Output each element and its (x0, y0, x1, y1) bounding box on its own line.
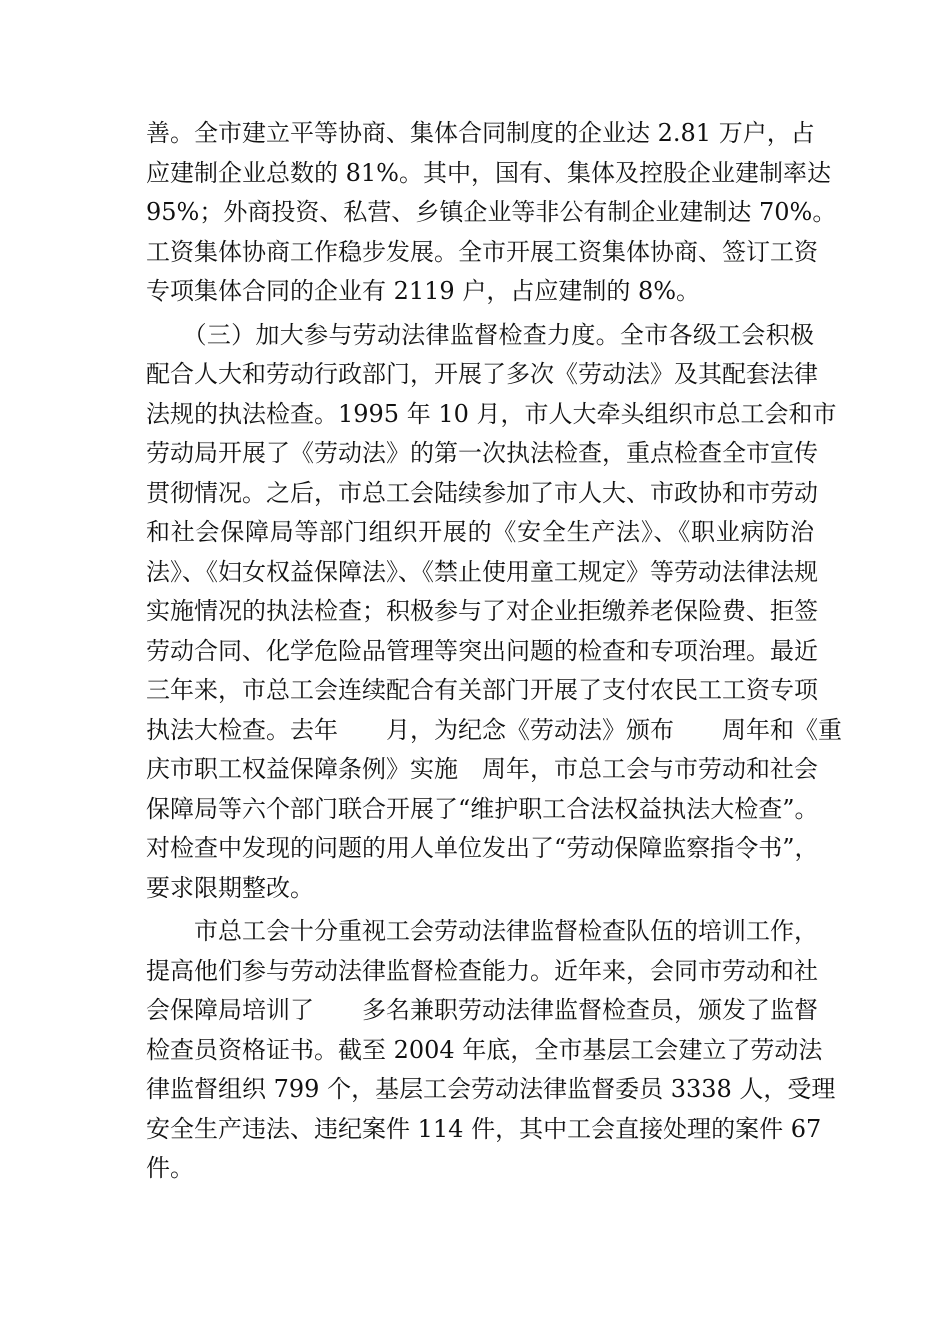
text-line: 庆市职工权益保障条例》实施 周年，市总工会与市劳动和社会 (146, 755, 818, 783)
text-line: 三年来，市总工会连续配合有关部门开展了支付农民工工资专项 (146, 676, 818, 704)
text-line: 劳动合同、化学危险品管理等突出问题的检查和专项治理。最近 (146, 636, 818, 665)
text-line: 法规的执法检查。1995 年 10 月，市人大牵头组织市总工会和市 (146, 399, 837, 428)
text-line: 和社会保障局等部门组织开展的《安全生产法》、《职业病防治 (146, 518, 814, 546)
text-line: 专项集体合同的企业有 2119 户，占应建制的 8%。 (146, 277, 701, 305)
text-line: 要求限期整改。 (146, 873, 314, 902)
text-line: 劳动局开展了《劳动法》的第一次执法检查，重点检查全市宣传 (146, 439, 818, 467)
text-line: 市总工会十分重视工会劳动法律监督检查队伍的培训工作， (146, 917, 818, 945)
text-line: 善。全市建立平等协商、集体合同制度的企业达 2.81 万户，占 (146, 119, 815, 147)
text-line: 安全生产违法、违纪案件 114 件，其中工会直接处理的案件 67 (146, 1114, 822, 1143)
paragraph-2 (146, 316, 842, 909)
text-line: 95%；外商投资、私营、乡镇企业等非公有制企业建制达 70%。 (146, 198, 837, 226)
paragraph-3 (146, 912, 836, 1189)
text-line: 工资集体协商工作稳步发展。全市开展工资集体协商、签订工资 (146, 237, 818, 266)
text-line: 贯彻情况。之后，市总工会陆续参加了市人大、市政协和市劳动 (146, 478, 818, 507)
text-line: 检查员资格证书。截至 2004 年底，全市基层工会建立了劳动法 (146, 1035, 823, 1064)
text-line: 配合人大和劳动行政部门，开展了多次《劳动法》及其配套法律 (146, 360, 818, 388)
document-page (146, 114, 842, 1189)
text-line: 会保障局培训了 多名兼职劳动法律监督检查员，颁发了监督 (146, 996, 818, 1024)
text-line: 对检查中发现的问题的用人单位发出了“劳动保障监察指令书”， (146, 834, 819, 862)
text-line: 提高他们参与劳动法律监督检查能力。近年来，会同市劳动和社 (146, 956, 818, 985)
text-line: 法》、《妇女权益保障法》、《禁止使用童工规定》等劳动法律法规 (146, 557, 818, 586)
text-line: （三）加大参与劳动法律监督检查力度。全市各级工会积极 (146, 320, 814, 349)
text-line: 律监督组织 799 个，基层工会劳动法律监督委员 3338 人，受理 (146, 1075, 836, 1103)
paragraph-1 (146, 114, 837, 312)
text-line: 应建制企业总数的 81%。其中，国有、集体及控股企业建制率达 (146, 158, 831, 187)
text-line: 保障局等六个部门联合开展了“维护职工合法权益执法大检查”。 (146, 794, 819, 823)
text-line: 实施情况的执法检查；积极参与了对企业拒缴养老保险费、拒签 (146, 597, 818, 625)
text-line: 件。 (146, 1154, 194, 1182)
text-line: 执法大检查。去年 月，为纪念《劳动法》颁布 周年和《重 (146, 715, 842, 744)
